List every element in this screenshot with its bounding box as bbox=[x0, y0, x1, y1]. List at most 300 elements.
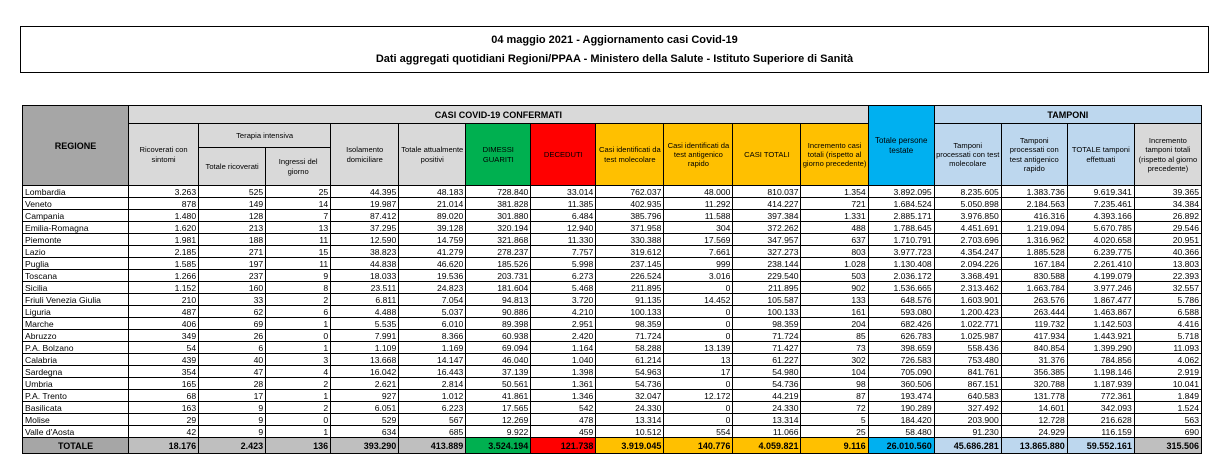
value-cell: 1.399.290 bbox=[1067, 342, 1134, 354]
value-cell: 9 bbox=[199, 402, 266, 414]
value-cell: 1.663.784 bbox=[1001, 282, 1067, 294]
value-cell: 2.885.171 bbox=[868, 210, 934, 222]
value-cell: 12.172 bbox=[664, 390, 733, 402]
value-cell: 91.230 bbox=[934, 426, 1001, 438]
value-cell: 13 bbox=[664, 354, 733, 366]
value-cell: 14.601 bbox=[1001, 402, 1067, 414]
value-cell: 1.130.408 bbox=[868, 258, 934, 270]
value-cell: 6.484 bbox=[531, 210, 596, 222]
header-casi-molecolare: Casi identificati da test molecolare bbox=[596, 124, 664, 186]
value-cell: 160 bbox=[199, 282, 266, 294]
value-cell: 16.042 bbox=[331, 366, 399, 378]
value-cell: 161 bbox=[801, 306, 868, 318]
value-cell: 2 bbox=[266, 294, 331, 306]
value-cell: 3.263 bbox=[129, 186, 199, 198]
header-persone-testate: Totale persone testate bbox=[868, 106, 934, 186]
value-cell: 203.731 bbox=[466, 270, 531, 282]
value-cell: 69.094 bbox=[466, 342, 531, 354]
value-cell: 119.732 bbox=[1001, 318, 1067, 330]
value-cell: 181.604 bbox=[466, 282, 531, 294]
header-tamponi-group: TAMPONI bbox=[934, 106, 1201, 124]
region-name: Marche bbox=[23, 318, 129, 330]
value-cell: 33 bbox=[199, 294, 266, 306]
value-cell: 6.239.775 bbox=[1067, 246, 1134, 258]
value-cell: 71.724 bbox=[596, 330, 664, 342]
value-cell: 131.778 bbox=[1001, 390, 1067, 402]
value-cell: 210 bbox=[129, 294, 199, 306]
value-cell: 784.856 bbox=[1067, 354, 1134, 366]
value-cell: 1.463.867 bbox=[1067, 306, 1134, 318]
header-totale-ricoverati: Totale ricoverati bbox=[199, 148, 266, 186]
value-cell: 349 bbox=[129, 330, 199, 342]
value-cell: 3.977.723 bbox=[868, 246, 934, 258]
value-cell: 2.094.226 bbox=[934, 258, 1001, 270]
value-cell: 12.940 bbox=[531, 222, 596, 234]
value-cell: 878 bbox=[129, 198, 199, 210]
value-cell: 726.583 bbox=[868, 354, 934, 366]
region-name: Campania bbox=[23, 210, 129, 222]
value-cell: 237.145 bbox=[596, 258, 664, 270]
total-value-cell: 393.290 bbox=[331, 438, 399, 454]
value-cell: 32.047 bbox=[596, 390, 664, 402]
value-cell: 753.480 bbox=[934, 354, 1001, 366]
value-cell: 13.668 bbox=[331, 354, 399, 366]
value-cell: 841.761 bbox=[934, 366, 1001, 378]
value-cell: 1.524 bbox=[1134, 402, 1201, 414]
value-cell: 44.838 bbox=[331, 258, 399, 270]
region-name: Lombardia bbox=[23, 186, 129, 198]
value-cell: 190.289 bbox=[868, 402, 934, 414]
value-cell: 2.184.563 bbox=[1001, 198, 1067, 210]
value-cell: 90.886 bbox=[466, 306, 531, 318]
value-cell: 1.603.901 bbox=[934, 294, 1001, 306]
value-cell: 26 bbox=[199, 330, 266, 342]
value-cell: 637 bbox=[801, 234, 868, 246]
value-cell: 1 bbox=[266, 342, 331, 354]
region-name: Basilicata bbox=[23, 402, 129, 414]
value-cell: 14.147 bbox=[399, 354, 466, 366]
value-cell: 25 bbox=[266, 186, 331, 198]
value-cell: 5.468 bbox=[531, 282, 596, 294]
value-cell: 2.185 bbox=[129, 246, 199, 258]
value-cell: 999 bbox=[664, 258, 733, 270]
value-cell: 487 bbox=[129, 306, 199, 318]
value-cell: 2.951 bbox=[531, 318, 596, 330]
value-cell: 19.987 bbox=[331, 198, 399, 210]
table-row bbox=[23, 258, 1202, 270]
value-cell: 690 bbox=[1134, 426, 1201, 438]
value-cell: 11.330 bbox=[531, 234, 596, 246]
value-cell: 4.199.079 bbox=[1067, 270, 1134, 282]
value-cell: 72 bbox=[801, 402, 868, 414]
value-cell: 263.444 bbox=[1001, 306, 1067, 318]
value-cell: 2 bbox=[266, 402, 331, 414]
value-cell: 0 bbox=[664, 378, 733, 390]
total-value-cell: 4.059.821 bbox=[733, 438, 801, 454]
value-cell: 26.892 bbox=[1134, 210, 1201, 222]
total-value-cell: 26.010.560 bbox=[868, 438, 934, 454]
header-casi-antigenico: Casi identificati da test antigenico rapido bbox=[664, 124, 733, 186]
value-cell: 356.385 bbox=[1001, 366, 1067, 378]
value-cell: 37.139 bbox=[466, 366, 531, 378]
value-cell: 87 bbox=[801, 390, 868, 402]
value-cell: 11 bbox=[266, 258, 331, 270]
table-body bbox=[23, 186, 1202, 454]
value-cell: 402.935 bbox=[596, 198, 664, 210]
value-cell: 6 bbox=[266, 306, 331, 318]
value-cell: 104 bbox=[801, 366, 868, 378]
value-cell: 4.020.658 bbox=[1067, 234, 1134, 246]
value-cell: 48.000 bbox=[664, 186, 733, 198]
value-cell: 62 bbox=[199, 306, 266, 318]
table-row bbox=[23, 414, 1202, 426]
region-name: Umbria bbox=[23, 378, 129, 390]
value-cell: 0 bbox=[664, 318, 733, 330]
value-cell: 414.227 bbox=[733, 198, 801, 210]
value-cell: 1.361 bbox=[531, 378, 596, 390]
value-cell: 3 bbox=[266, 354, 331, 366]
value-cell: 8.235.605 bbox=[934, 186, 1001, 198]
total-value-cell: 140.776 bbox=[664, 438, 733, 454]
value-cell: 2.814 bbox=[399, 378, 466, 390]
value-cell: 1.169 bbox=[399, 342, 466, 354]
value-cell: 1.164 bbox=[531, 342, 596, 354]
value-cell: 28 bbox=[199, 378, 266, 390]
value-cell: 1.585 bbox=[129, 258, 199, 270]
value-cell: 71.724 bbox=[733, 330, 801, 342]
value-cell: 54.736 bbox=[733, 378, 801, 390]
value-cell: 71.427 bbox=[733, 342, 801, 354]
total-label: TOTALE bbox=[23, 438, 129, 454]
table-row bbox=[23, 318, 1202, 330]
value-cell: 381.828 bbox=[466, 198, 531, 210]
value-cell: 1.480 bbox=[129, 210, 199, 222]
value-cell: 13 bbox=[266, 222, 331, 234]
header-ingressi-giorno: Ingressi del giorno bbox=[266, 148, 331, 186]
value-cell: 229.540 bbox=[733, 270, 801, 282]
value-cell: 0 bbox=[664, 402, 733, 414]
value-cell: 3.977.246 bbox=[1067, 282, 1134, 294]
value-cell: 705.090 bbox=[868, 366, 934, 378]
value-cell: 810.037 bbox=[733, 186, 801, 198]
value-cell: 211.895 bbox=[596, 282, 664, 294]
total-value-cell: 3.524.194 bbox=[466, 438, 531, 454]
value-cell: 17.569 bbox=[664, 234, 733, 246]
value-cell: 4.354.247 bbox=[934, 246, 1001, 258]
value-cell: 68 bbox=[129, 390, 199, 402]
value-cell: 54.963 bbox=[596, 366, 664, 378]
value-cell: 728.840 bbox=[466, 186, 531, 198]
bulletin-subtitle: Dati aggregati quotidiani Regioni/PPAA - Ministero della Salute - Istituto Superiore di Sanità bbox=[375, 53, 854, 65]
value-cell: 60.938 bbox=[466, 330, 531, 342]
value-cell: 40.366 bbox=[1134, 246, 1201, 258]
total-value-cell: 121.738 bbox=[531, 438, 596, 454]
value-cell: 100.133 bbox=[596, 306, 664, 318]
value-cell: 2.703.696 bbox=[934, 234, 1001, 246]
value-cell: 354 bbox=[129, 366, 199, 378]
region-name: Emilia-Romagna bbox=[23, 222, 129, 234]
value-cell: 22.393 bbox=[1134, 270, 1201, 282]
header-incremento-tamponi: Incremento tamponi totali (rispetto al giorno precedente) bbox=[1134, 124, 1201, 186]
value-cell: 13.139 bbox=[664, 342, 733, 354]
value-cell: 216.628 bbox=[1067, 414, 1134, 426]
table-row bbox=[23, 354, 1202, 366]
value-cell: 98.359 bbox=[596, 318, 664, 330]
value-cell: 319.612 bbox=[596, 246, 664, 258]
value-cell: 7.235.461 bbox=[1067, 198, 1134, 210]
value-cell: 1.383.736 bbox=[1001, 186, 1067, 198]
value-cell: 640.583 bbox=[934, 390, 1001, 402]
total-value-cell: 2.423 bbox=[199, 438, 266, 454]
value-cell: 38.823 bbox=[331, 246, 399, 258]
value-cell: 1.316.962 bbox=[1001, 234, 1067, 246]
value-cell: 29 bbox=[129, 414, 199, 426]
value-cell: 9.922 bbox=[466, 426, 531, 438]
total-row bbox=[23, 438, 1202, 454]
value-cell: 2.420 bbox=[531, 330, 596, 342]
region-name: Lazio bbox=[23, 246, 129, 258]
value-cell: 14 bbox=[266, 198, 331, 210]
value-cell: 5.718 bbox=[1134, 330, 1201, 342]
value-cell: 1.200.423 bbox=[934, 306, 1001, 318]
value-cell: 830.588 bbox=[1001, 270, 1067, 282]
region-name: Molise bbox=[23, 414, 129, 426]
value-cell: 100.133 bbox=[733, 306, 801, 318]
value-cell: 165 bbox=[129, 378, 199, 390]
value-cell: 12.728 bbox=[1001, 414, 1067, 426]
value-cell: 554 bbox=[664, 426, 733, 438]
value-cell: 1.710.791 bbox=[868, 234, 934, 246]
value-cell: 1.012 bbox=[399, 390, 466, 402]
value-cell: 37.295 bbox=[331, 222, 399, 234]
value-cell: 563 bbox=[1134, 414, 1201, 426]
value-cell: 46.040 bbox=[466, 354, 531, 366]
value-cell: 1.981 bbox=[129, 234, 199, 246]
value-cell: 0 bbox=[266, 414, 331, 426]
value-cell: 721 bbox=[801, 198, 868, 210]
total-value-cell: 413.889 bbox=[399, 438, 466, 454]
region-name: Sardegna bbox=[23, 366, 129, 378]
value-cell: 4.062 bbox=[1134, 354, 1201, 366]
value-cell: 439 bbox=[129, 354, 199, 366]
header-ricoverati-sintomi: Ricoverati con sintomi bbox=[129, 124, 199, 186]
value-cell: 61.227 bbox=[733, 354, 801, 366]
value-cell: 803 bbox=[801, 246, 868, 258]
value-cell: 44.219 bbox=[733, 390, 801, 402]
value-cell: 682.426 bbox=[868, 318, 934, 330]
value-cell: 5.998 bbox=[531, 258, 596, 270]
value-cell: 5.670.785 bbox=[1067, 222, 1134, 234]
region-name: Veneto bbox=[23, 198, 129, 210]
header-casi-confermati-group: CASI COVID-19 CONFERMATI bbox=[129, 106, 869, 124]
value-cell: 3.976.850 bbox=[934, 210, 1001, 222]
value-cell: 3.892.095 bbox=[868, 186, 934, 198]
value-cell: 7.991 bbox=[331, 330, 399, 342]
value-cell: 4.488 bbox=[331, 306, 399, 318]
region-name: P.A. Bolzano bbox=[23, 342, 129, 354]
value-cell: 18.033 bbox=[331, 270, 399, 282]
value-cell: 34.384 bbox=[1134, 198, 1201, 210]
value-cell: 6 bbox=[199, 342, 266, 354]
value-cell: 347.957 bbox=[733, 234, 801, 246]
value-cell: 7.054 bbox=[399, 294, 466, 306]
header-incremento-casi: Incremento casi totali (rispetto al giorno precedente) bbox=[801, 124, 868, 186]
value-cell: 301.880 bbox=[466, 210, 531, 222]
value-cell: 1.536.665 bbox=[868, 282, 934, 294]
header-tamponi-molecolare: Tamponi processati con test molecolare bbox=[934, 124, 1001, 186]
value-cell: 213 bbox=[199, 222, 266, 234]
value-cell: 1.331 bbox=[801, 210, 868, 222]
value-cell: 13.314 bbox=[733, 414, 801, 426]
value-cell: 1.028 bbox=[801, 258, 868, 270]
value-cell: 1 bbox=[266, 426, 331, 438]
value-cell: 6.051 bbox=[331, 402, 399, 414]
bulletin-title: 04 maggio 2021 - Aggiornamento casi Covid-19 bbox=[491, 34, 738, 46]
region-name: P.A. Trento bbox=[23, 390, 129, 402]
value-cell: 1 bbox=[266, 318, 331, 330]
value-cell: 11.588 bbox=[664, 210, 733, 222]
value-cell: 11.292 bbox=[664, 198, 733, 210]
title-box bbox=[20, 26, 1209, 73]
value-cell: 529 bbox=[331, 414, 399, 426]
value-cell: 2.261.410 bbox=[1067, 258, 1134, 270]
table-row bbox=[23, 426, 1202, 438]
value-cell: 17 bbox=[199, 390, 266, 402]
value-cell: 1.109 bbox=[331, 342, 399, 354]
table-row bbox=[23, 402, 1202, 414]
table-row bbox=[23, 246, 1202, 258]
value-cell: 44.395 bbox=[331, 186, 399, 198]
value-cell: 2.313.462 bbox=[934, 282, 1001, 294]
value-cell: 416.316 bbox=[1001, 210, 1067, 222]
value-cell: 69 bbox=[199, 318, 266, 330]
value-cell: 50.561 bbox=[466, 378, 531, 390]
value-cell: 163 bbox=[129, 402, 199, 414]
value-cell: 12.269 bbox=[466, 414, 531, 426]
value-cell: 87.412 bbox=[331, 210, 399, 222]
value-cell: 1.025.987 bbox=[934, 330, 1001, 342]
table-row bbox=[23, 306, 1202, 318]
value-cell: 54 bbox=[129, 342, 199, 354]
value-cell: 203.900 bbox=[934, 414, 1001, 426]
value-cell: 23.511 bbox=[331, 282, 399, 294]
value-cell: 1.346 bbox=[531, 390, 596, 402]
value-cell: 9 bbox=[266, 270, 331, 282]
value-cell: 5.535 bbox=[331, 318, 399, 330]
value-cell: 12.590 bbox=[331, 234, 399, 246]
value-cell: 1.266 bbox=[129, 270, 199, 282]
value-cell: 398.659 bbox=[868, 342, 934, 354]
value-cell: 11 bbox=[266, 234, 331, 246]
value-cell: 327.273 bbox=[733, 246, 801, 258]
value-cell: 478 bbox=[531, 414, 596, 426]
table-row bbox=[23, 270, 1202, 282]
value-cell: 626.783 bbox=[868, 330, 934, 342]
value-cell: 21.014 bbox=[399, 198, 466, 210]
value-cell: 1.022.771 bbox=[934, 318, 1001, 330]
value-cell: 5.050.898 bbox=[934, 198, 1001, 210]
value-cell: 24.823 bbox=[399, 282, 466, 294]
value-cell: 61.214 bbox=[596, 354, 664, 366]
value-cell: 867.151 bbox=[934, 378, 1001, 390]
header-attualmente-positivi: Totale attualmente positivi bbox=[399, 124, 466, 186]
value-cell: 98 bbox=[801, 378, 868, 390]
value-cell: 46.620 bbox=[399, 258, 466, 270]
value-cell: 2 bbox=[266, 378, 331, 390]
value-cell: 330.388 bbox=[596, 234, 664, 246]
total-value-cell: 59.552.161 bbox=[1067, 438, 1134, 454]
value-cell: 89.398 bbox=[466, 318, 531, 330]
value-cell: 278.237 bbox=[466, 246, 531, 258]
total-value-cell: 3.919.045 bbox=[596, 438, 664, 454]
header-deceduti: DECEDUTI bbox=[531, 124, 596, 186]
value-cell: 0 bbox=[664, 330, 733, 342]
value-cell: 542 bbox=[531, 402, 596, 414]
region-name: Friuli Venezia Giulia bbox=[23, 294, 129, 306]
covid-data-table bbox=[22, 105, 1202, 454]
value-cell: 1.198.146 bbox=[1067, 366, 1134, 378]
value-cell: 3.720 bbox=[531, 294, 596, 306]
value-cell: 98.359 bbox=[733, 318, 801, 330]
value-cell: 4.210 bbox=[531, 306, 596, 318]
value-cell: 4.451.691 bbox=[934, 222, 1001, 234]
value-cell: 1.684.524 bbox=[868, 198, 934, 210]
table-row bbox=[23, 282, 1202, 294]
header-terapia-intensiva: Terapia intensiva bbox=[199, 124, 331, 148]
value-cell: 1.187.939 bbox=[1067, 378, 1134, 390]
value-cell: 593.080 bbox=[868, 306, 934, 318]
value-cell: 4.393.166 bbox=[1067, 210, 1134, 222]
table-header bbox=[23, 106, 1202, 186]
value-cell: 1.398 bbox=[531, 366, 596, 378]
value-cell: 2.919 bbox=[1134, 366, 1201, 378]
value-cell: 1.040 bbox=[531, 354, 596, 366]
region-name: Valle d'Aosta bbox=[23, 426, 129, 438]
value-cell: 4.416 bbox=[1134, 318, 1201, 330]
header-dimessi-guariti: DIMESSI GUARITI bbox=[466, 124, 531, 186]
value-cell: 271 bbox=[199, 246, 266, 258]
value-cell: 459 bbox=[531, 426, 596, 438]
value-cell: 320.194 bbox=[466, 222, 531, 234]
table-row bbox=[23, 210, 1202, 222]
value-cell: 11.385 bbox=[531, 198, 596, 210]
table-row bbox=[23, 342, 1202, 354]
value-cell: 204 bbox=[801, 318, 868, 330]
value-cell: 9.619.341 bbox=[1067, 186, 1134, 198]
value-cell: 184.420 bbox=[868, 414, 934, 426]
region-name: Puglia bbox=[23, 258, 129, 270]
table-row bbox=[23, 222, 1202, 234]
value-cell: 1.219.094 bbox=[1001, 222, 1067, 234]
value-cell: 1.443.921 bbox=[1067, 330, 1134, 342]
header-totale-tamponi: TOTALE tamponi effettuati bbox=[1067, 124, 1134, 186]
value-cell: 32.557 bbox=[1134, 282, 1201, 294]
table-row bbox=[23, 330, 1202, 342]
value-cell: 133 bbox=[801, 294, 868, 306]
value-cell: 5.786 bbox=[1134, 294, 1201, 306]
value-cell: 58.480 bbox=[868, 426, 934, 438]
total-value-cell: 13.865.880 bbox=[1001, 438, 1067, 454]
value-cell: 1.142.503 bbox=[1067, 318, 1134, 330]
value-cell: 16.443 bbox=[399, 366, 466, 378]
value-cell: 237 bbox=[199, 270, 266, 282]
value-cell: 6.223 bbox=[399, 402, 466, 414]
value-cell: 1.867.477 bbox=[1067, 294, 1134, 306]
value-cell: 226.524 bbox=[596, 270, 664, 282]
value-cell: 73 bbox=[801, 342, 868, 354]
value-cell: 0 bbox=[664, 282, 733, 294]
table-row bbox=[23, 366, 1202, 378]
